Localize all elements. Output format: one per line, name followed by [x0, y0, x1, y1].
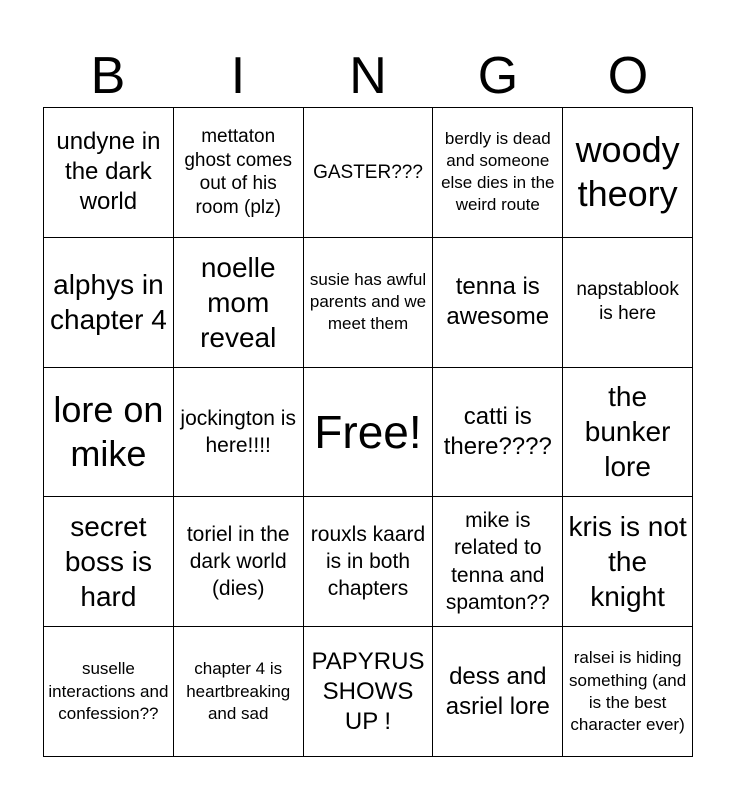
bingo-cell[interactable]: mike is related to tenna and spamton?? — [433, 497, 563, 627]
bingo-cell[interactable]: GASTER??? — [304, 108, 434, 238]
bingo-cell[interactable]: catti is there???? — [433, 368, 563, 498]
bingo-cell[interactable]: suselle interactions and confession?? — [44, 627, 174, 757]
bingo-cell[interactable]: tenna is awesome — [433, 238, 563, 368]
bingo-cell[interactable]: undyne in the dark world — [44, 108, 174, 238]
bingo-cell[interactable]: alphys in chapter 4 — [44, 238, 174, 368]
bingo-cell[interactable]: lore on mike — [44, 368, 174, 498]
bingo-cell[interactable]: woody theory — [563, 108, 693, 238]
header-letter-n: N — [349, 47, 387, 105]
bingo-cell[interactable]: toriel in the dark world (dies) — [174, 497, 304, 627]
bingo-cell[interactable]: PAPYRUS SHOWS UP ! — [304, 627, 434, 757]
bingo-cell[interactable]: jockington is here!!!! — [174, 368, 304, 498]
bingo-cell[interactable]: berdly is dead and someone else dies in the weird route — [433, 108, 563, 238]
free-cell[interactable]: Free! — [304, 368, 434, 498]
bingo-cell[interactable]: rouxls kaard is in both chapters — [304, 497, 434, 627]
bingo-header — [43, 45, 693, 107]
bingo-grid — [43, 107, 693, 757]
bingo-cell[interactable]: napstablook is here — [563, 238, 693, 368]
header-letter-o: O — [607, 47, 649, 105]
bingo-cell[interactable]: the bunker lore — [563, 368, 693, 498]
header-letter-g: G — [477, 47, 519, 105]
bingo-cell[interactable]: ralsei is hiding something (and is the best character ever) — [563, 627, 693, 757]
bingo-cell[interactable]: noelle mom reveal — [174, 238, 304, 368]
bingo-cell[interactable]: dess and asriel lore — [433, 627, 563, 757]
bingo-cell[interactable]: susie has awful parents and we meet them — [304, 238, 434, 368]
bingo-cell[interactable]: secret boss is hard — [44, 497, 174, 627]
header-letter-b: B — [90, 47, 126, 105]
bingo-cell[interactable]: chapter 4 is heartbreaking and sad — [174, 627, 304, 757]
bingo-cell[interactable]: mettaton ghost comes out of his room (plz) — [174, 108, 304, 238]
bingo-cell[interactable]: kris is not the knight — [563, 497, 693, 627]
header-letter-i: I — [230, 47, 246, 105]
